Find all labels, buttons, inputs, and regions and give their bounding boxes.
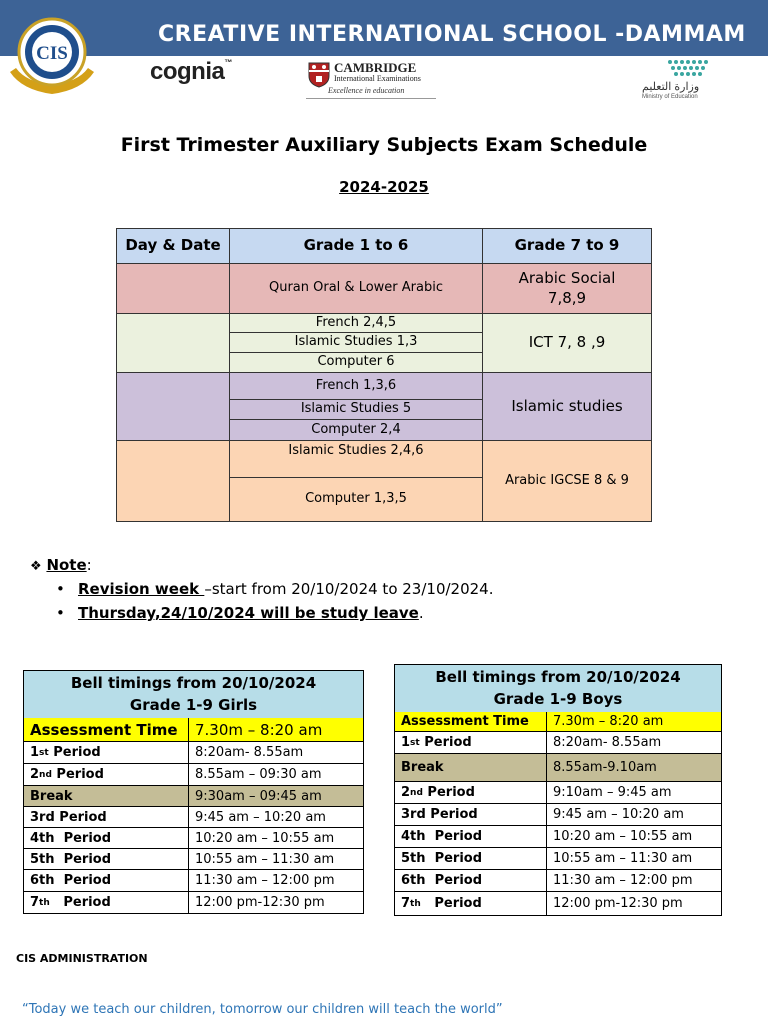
note-item1-bold: Revision week — [78, 580, 205, 598]
bell-row — [395, 712, 721, 732]
cambridge-logo — [300, 58, 440, 100]
period-time: 9:30am – 09:45 am — [195, 788, 322, 804]
cambridge-tagline: Excellence in education — [328, 86, 405, 95]
period-number: 7 — [30, 895, 40, 910]
cambridge-divider — [306, 98, 436, 99]
period-time: 11:30 am – 12:00 pm — [553, 873, 693, 888]
note-item2-text: . — [418, 604, 424, 622]
period-name: Break — [30, 788, 73, 804]
row3-day — [116, 372, 230, 441]
note-item-study-leave — [56, 604, 424, 622]
period-suffix: st — [39, 747, 49, 758]
bell-row — [395, 848, 721, 870]
period-label — [24, 786, 189, 806]
note-colon: : — [86, 556, 92, 574]
period-label — [24, 764, 189, 785]
period-number: 1 — [401, 735, 411, 750]
bell-row — [395, 732, 721, 754]
period-suffix: th — [39, 897, 50, 908]
cambridge-name: CAMBRIDGE — [334, 60, 417, 75]
period-suffix: th — [410, 898, 421, 909]
cognia-trademark: ™ — [224, 58, 232, 67]
period-name: Period — [420, 896, 482, 911]
period-name: 5th Period — [401, 851, 483, 866]
bell-row — [395, 754, 721, 782]
academic-year: 2024-2025 — [339, 178, 429, 196]
period-time: 11:30 am – 12:00 pm — [195, 873, 335, 888]
row1-grade-7-9: Arabic Social 7,8,9 — [482, 263, 652, 314]
bell-row — [395, 870, 721, 892]
period-number: 1 — [30, 745, 40, 760]
period-name: 6th Period — [30, 873, 112, 888]
period-name: Break — [401, 760, 444, 775]
period-name: Period — [49, 895, 111, 910]
school-logo — [2, 10, 102, 100]
header-grade-7-9: Grade 7 to 9 — [482, 228, 652, 264]
exam-schedule-table — [116, 228, 652, 522]
period-name: 3rd Period — [30, 809, 107, 825]
administration-signature: CIS ADMINISTRATION — [16, 952, 148, 965]
bell-row — [24, 786, 363, 807]
period-name: Period — [422, 785, 475, 800]
boys-table-rows — [395, 712, 721, 915]
boys-table-title — [395, 665, 721, 713]
period-time: 7.30m – 8:20 am — [195, 720, 323, 739]
period-label — [395, 848, 547, 869]
cambridge-shield-icon — [308, 62, 330, 88]
period-time: 10:55 am – 11:30 am — [553, 851, 693, 866]
period-label — [24, 828, 189, 848]
period-suffix: nd — [410, 787, 423, 798]
bell-row — [395, 826, 721, 848]
page-title: First Trimester Auxiliary Subjects Exam Schedule — [120, 134, 648, 156]
row4-grade-1-6-item1: Islamic Studies 2,4,6 — [229, 440, 483, 478]
period-name: 6th Period — [401, 873, 483, 888]
period-suffix: nd — [39, 769, 52, 780]
bell-row — [24, 718, 363, 742]
row4-day — [116, 440, 230, 522]
period-label — [24, 718, 189, 741]
period-time: 8:20am- 8.55am — [553, 735, 662, 750]
bullet-dot-icon: • — [56, 604, 65, 622]
period-time: 8.55am-9.10am — [553, 760, 657, 775]
bell-row — [24, 828, 363, 849]
cognia-logo — [150, 58, 232, 86]
period-time: 7.30m – 8:20 am — [553, 714, 664, 729]
row2-grade-7-9: ICT 7, 8 ,9 — [482, 313, 652, 373]
ministry-english-name: Ministry of Education — [642, 94, 698, 100]
period-name: 5th Period — [30, 851, 112, 867]
period-name: 4th Period — [30, 830, 112, 846]
row2-grade-1-6-item2: Islamic Studies 1,3 — [229, 332, 483, 353]
bell-row — [24, 892, 363, 913]
row2-grade-1-6-item3: Computer 6 — [229, 352, 483, 373]
row4-grade-1-6-item2: Computer 1,3,5 — [229, 477, 483, 522]
period-time: 10:55 am – 11:30 am — [195, 851, 335, 867]
row3-grade-7-9: Islamic studies — [482, 372, 652, 441]
period-name: 4th Period — [401, 829, 483, 844]
bell-row — [395, 782, 721, 804]
period-name: Assessment Time — [30, 720, 178, 739]
bell-row — [24, 870, 363, 892]
period-label — [24, 870, 189, 891]
ministry-dots-icon — [666, 58, 714, 78]
period-label — [395, 712, 547, 731]
period-number: 2 — [30, 767, 40, 782]
note-item-revision — [56, 580, 493, 598]
bell-row — [24, 807, 363, 828]
note-label: Note — [46, 556, 87, 574]
boys-bell-table — [394, 664, 722, 916]
period-name: Assessment Time — [401, 714, 529, 729]
row2-grade-1-6-item1: French 2,4,5 — [229, 313, 483, 333]
period-name: Period — [48, 745, 101, 760]
cognia-wordmark: cognia — [150, 58, 225, 85]
period-time: 8:20am- 8.55am — [195, 745, 304, 760]
note-item2-bold: Thursday,24/10/2024 will be study leave — [78, 604, 419, 622]
note-item1-text: –start from 20/10/2024 to 23/10/2024. — [204, 580, 494, 598]
school-motto: “Today we teach our children, tomorrow our children will teach the world” — [22, 1002, 503, 1017]
period-label — [395, 782, 547, 803]
period-label — [395, 892, 547, 915]
bell-row — [395, 804, 721, 826]
boys-title-line1: Bell timings from 20/10/2024 — [435, 668, 681, 686]
row4-grade-7-9: Arabic IGCSE 8 & 9 — [482, 440, 652, 522]
header-grade-1-6: Grade 1 to 6 — [229, 228, 483, 264]
period-label — [395, 754, 547, 781]
girls-title-line1: Bell timings from 20/10/2024 — [70, 674, 317, 692]
school-title: CREATIVE INTERNATIONAL SCHOOL -DAMMAM — [158, 22, 746, 47]
period-number: 2 — [401, 785, 411, 800]
girls-table-rows — [24, 718, 363, 913]
period-name: Period — [419, 735, 472, 750]
girls-title-line2: Grade 1-9 Girls — [129, 696, 258, 714]
period-label — [395, 804, 547, 825]
period-name: 3rd Period — [401, 807, 478, 822]
row3-grade-1-6-item1: French 1,3,6 — [229, 372, 483, 400]
ministry-arabic-name: وزارة التعليم — [642, 81, 700, 93]
period-time: 12:00 pm-12:30 pm — [195, 895, 325, 910]
row3-grade-1-6-item3: Computer 2,4 — [229, 419, 483, 441]
row1-day — [116, 263, 230, 314]
period-label — [395, 870, 547, 891]
row1-grade-1-6: Quran Oral & Lower Arabic — [229, 263, 483, 314]
header-day-date: Day & Date — [116, 228, 230, 264]
bell-row — [395, 892, 721, 915]
logo-text: CIS — [36, 43, 68, 64]
note-heading — [30, 556, 92, 574]
period-label — [24, 742, 189, 763]
period-time: 9:45 am – 10:20 am — [553, 807, 684, 822]
period-label — [24, 807, 189, 827]
period-time: 8.55am – 09:30 am — [195, 767, 322, 782]
row3-grade-1-6-item2: Islamic Studies 5 — [229, 399, 483, 420]
period-label — [395, 732, 547, 753]
bell-row — [24, 764, 363, 786]
period-name: Period — [51, 767, 104, 782]
bullet-dot-icon: • — [56, 580, 65, 598]
period-label — [395, 826, 547, 847]
period-time: 10:20 am – 10:55 am — [195, 830, 335, 846]
bell-row — [24, 742, 363, 764]
period-time: 10:20 am – 10:55 am — [553, 829, 693, 844]
period-label — [24, 849, 189, 869]
girls-table-title — [24, 671, 363, 719]
bell-row — [24, 849, 363, 870]
period-time: 12:00 pm-12:30 pm — [553, 896, 683, 911]
period-time: 9:45 am – 10:20 am — [195, 809, 326, 825]
period-number: 7 — [401, 896, 411, 911]
row2-day — [116, 313, 230, 373]
period-label — [24, 892, 189, 913]
ministry-logo — [636, 58, 716, 104]
note-bullet-icon: ❖ — [30, 559, 42, 574]
period-suffix: st — [410, 737, 420, 748]
girls-bell-table — [23, 670, 364, 914]
cambridge-subtitle: International Examinations — [334, 74, 421, 83]
boys-title-line2: Grade 1-9 Boys — [493, 690, 623, 708]
period-time: 9:10am – 9:45 am — [553, 785, 672, 800]
